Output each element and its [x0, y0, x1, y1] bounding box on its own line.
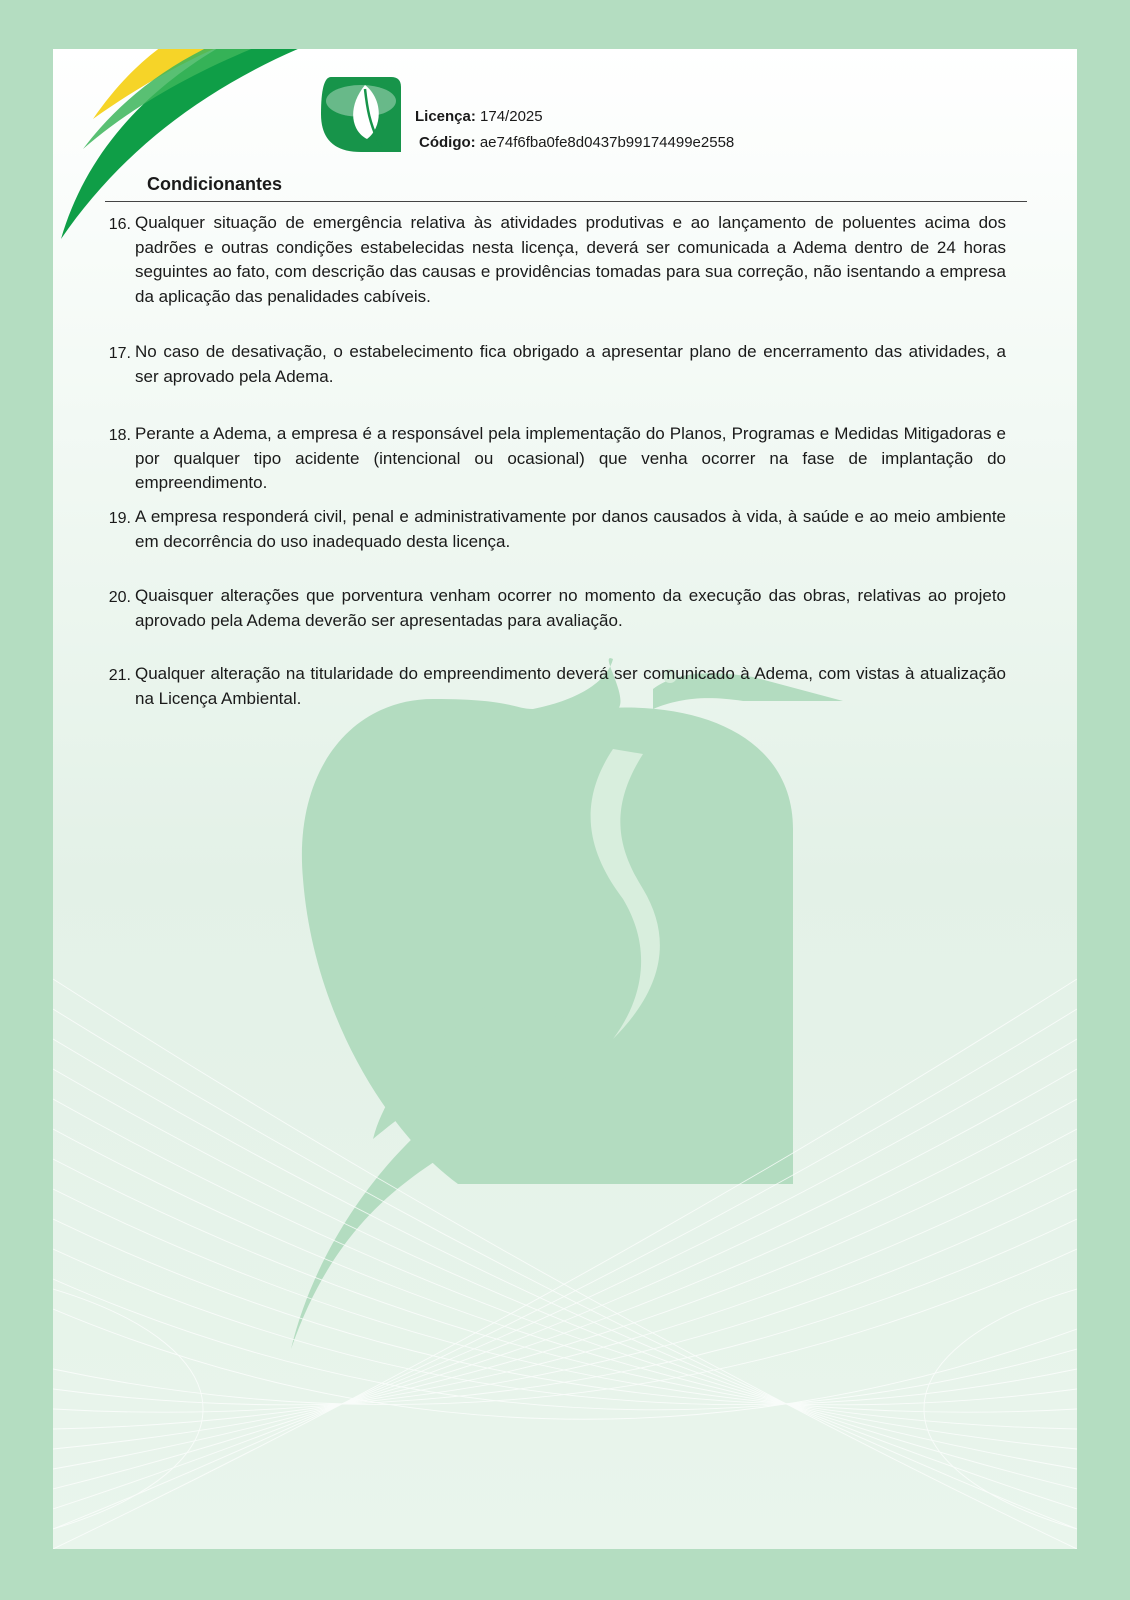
condition-text: Qualquer situação de emergência relativa às atividades produtivas e ao lançamento de poluentes acima dos padrões e outras condições estabelecidas nesta licença, deverá ser comunicada a Adema dentro de 24 horas seguintes ao fato, com descrição das causas e providências tomadas para sua correção, não isentando a empresa da aplicação das penalidades cabíveis. — [135, 213, 1006, 306]
license-code-row — [415, 130, 734, 156]
license-value: 174/2025 — [480, 108, 543, 125]
condition-text: Perante a Adema, a empresa é a responsável pela implementação do Planos, Programas e Medidas Mitigadoras e por qualquer tipo acidente (intencional ou ocasional) que venha ocorrer na fase de implantação do empreendimento. — [135, 424, 1006, 492]
heron-watermark — [291, 658, 843, 1349]
condition-number: 16. — [108, 216, 131, 233]
condition-number: 17. — [108, 345, 131, 362]
license-label: Licença: — [415, 108, 476, 125]
license-number-row — [415, 104, 734, 130]
adema-logo-icon — [321, 77, 401, 152]
license-header — [415, 104, 734, 156]
section-divider — [105, 201, 1027, 202]
condition-text: A empresa responderá civil, penal e administrativamente por danos causados à vida, à saúde e ao meio ambiente em decorrência do uso inadequado desta licença. — [135, 507, 1006, 551]
condition-number: 21. — [108, 667, 131, 684]
condition-number: 19. — [108, 510, 131, 527]
section-title: Condicionantes — [147, 174, 283, 194]
condition-text: Qualquer alteração na titularidade do empreendimento deverá ser comunicado à Adema, com vistas à atualização na Licença Ambiental. — [135, 664, 1006, 708]
code-value: ae74f6fba0fe8d0437b99174499e2558 — [479, 134, 735, 151]
condition-number: 18. — [108, 427, 131, 444]
document-page — [53, 49, 1077, 1549]
condition-text: No caso de desativação, o estabelecimento fica obrigado a apresentar plano de encerramento das atividades, a ser aprovado pela Adema. — [135, 342, 1006, 386]
condition-text: Quaisquer alterações que porventura venham ocorrer no momento da execução das obras, relativas ao projeto aprovado pela Adema deverão ser apresentadas para avaliação. — [135, 586, 1006, 630]
code-label: Código: — [419, 134, 476, 151]
condition-number: 20. — [108, 589, 131, 606]
